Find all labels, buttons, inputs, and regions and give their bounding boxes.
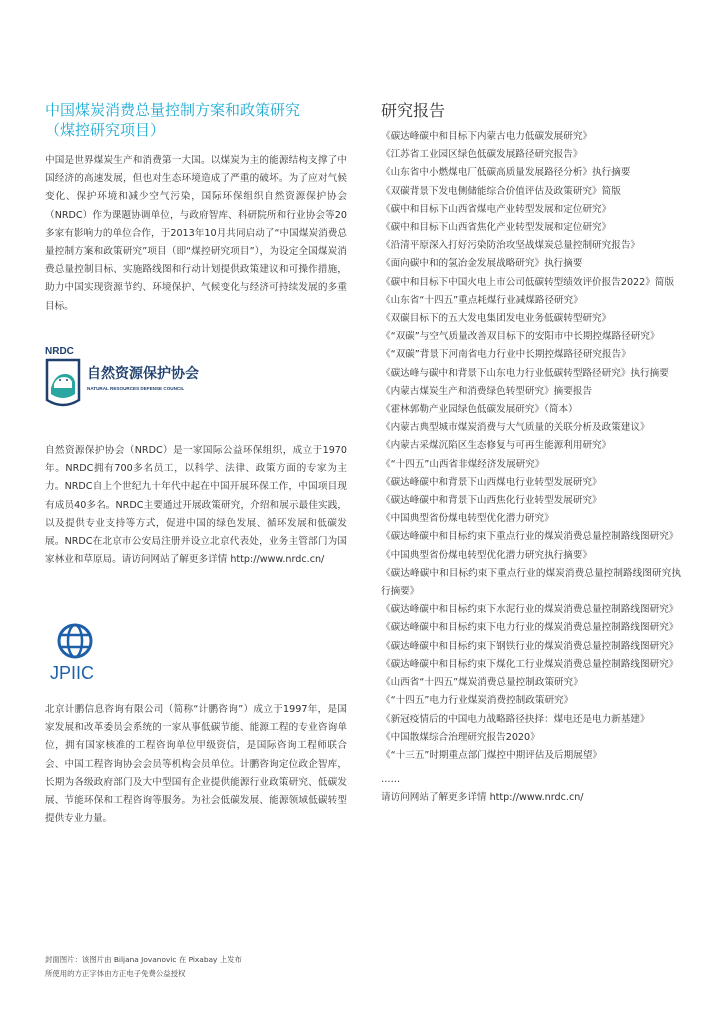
report-item: 《碳达峰碳中和目标约束下钢铁行业的煤炭消费总量控制路线图研究》	[381, 640, 679, 652]
report-item: 《中国散煤综合治理研究报告2020》	[381, 731, 540, 743]
report-item: 《山东省中小燃煤电厂低碳高质量发展路径分析》执行摘要	[381, 167, 631, 179]
report-item: 《面向碳中和的氢冶金发展战略研究》执行摘要	[381, 258, 583, 270]
nrdc-name-en: NATURAL RESOURCES DEFENSE COUNCIL	[87, 386, 185, 391]
more-ellipsis: ……	[381, 774, 401, 786]
report-item: 《霍林郭勒产业园绿色低碳发展研究》（简本）	[381, 404, 578, 416]
project-title	[45, 100, 347, 140]
report-item: 《中国典型省份煤电转型优化潜力研究执行摘要》	[381, 549, 593, 561]
report-item: 《碳达峰碳中和目标约束下煤化工行业煤炭消费总量控制路线图研究》	[381, 658, 679, 670]
report-item: 《碳中和目标下山西省焦化产业转型发展和定位研究》	[381, 222, 612, 234]
report-item: 《“双碳”背景下河南省电力行业中长期控煤路径研究报告》	[381, 349, 631, 361]
report-item: 《内蒙古典型城市煤炭消费与大气质量的关联分析及政策建议》	[381, 422, 650, 434]
report-item: 《碳达峰与碳中和背景下山东电力行业低碳转型路径研究》执行摘要	[381, 367, 669, 379]
nrdc-abbr: NRDC	[45, 346, 74, 357]
report-item: 《江苏省工业园区绿色低碳发展路径研究报告》	[381, 149, 583, 161]
project-title-line2: （煤控研究项目）	[45, 121, 166, 139]
report-item: 《碳中和目标下山西省煤电产业转型发展和定位研究》	[381, 203, 612, 215]
report-item: 《碳达峰碳中和背景下山西煤电行业转型发展研究》	[381, 476, 602, 488]
report-item: 《山西省“十四五”煤炭消费总量控制政策研究》	[381, 677, 583, 689]
globe-icon	[59, 625, 91, 657]
credit-line: 封面图片：该图片由 Biljana Jovanovic 在 Pixabay 上发布	[45, 955, 242, 964]
report-item: 《内蒙古采煤沉陷区生态修复与可再生能源利用研究》	[381, 440, 612, 452]
jpiic-text: JPIIC	[50, 663, 95, 683]
report-item: 《内蒙古煤炭生产和消费绿色转型研究》摘要报告	[381, 385, 593, 397]
jpiic-logo	[45, 623, 135, 687]
report-item: 《碳中和目标下中国火电上市公司低碳转型绩效评价报告2022》简版	[381, 276, 675, 288]
report-item: 《碳达峰碳中和背景下山西焦化行业转型发展研究》	[381, 495, 602, 507]
website-link[interactable]: 请访问网站了解更多详情 http://www.nrdc.cn/	[381, 792, 584, 804]
report-item: 《碳达峰碳中和目标约束下重点行业的煤炭消费总量控制路线图研究执行摘要》	[381, 567, 681, 598]
report-item: 《“十四五”山西省非煤经济发展研究》	[381, 458, 545, 470]
polar-bear-icon	[47, 360, 79, 405]
report-item: 《碳达峰碳中和目标约束下重点行业的煤炭消费总量控制路线图研究》	[381, 531, 679, 543]
report-item: 《山东省“十四五”重点耗煤行业减煤路径研究》	[381, 294, 583, 306]
report-item: 《碳达峰碳中和目标下内蒙古电力低碳发展研究》	[381, 131, 593, 142]
nrdc-logo	[45, 344, 245, 424]
report-item: 《碳达峰碳中和目标约束下电力行业的煤炭消费总量控制路线图研究》	[381, 622, 679, 634]
reports-title: 研究报告	[381, 101, 446, 120]
left-column	[45, 100, 347, 312]
report-item: 《双碳背景下发电侧储能综合价值评估及政策研究》简版	[381, 185, 621, 197]
project-title-line1: 中国煤炭消费总量控制方案和政策研究	[45, 101, 301, 119]
report-item: 《“十三五”时期重点部门煤控中期评估及后期展望》	[381, 749, 603, 761]
report-item: 《双碳目标下的五大发电集团发电业务低碳转型研究》	[381, 313, 612, 325]
report-item: 《“十四五”电力行业煤炭消费控制政策研究》	[381, 695, 574, 707]
report-item: 《中国典型省份煤电转型优化潜力研究》	[381, 513, 554, 525]
right-column	[381, 100, 681, 807]
project-intro: 中国是世界煤炭生产和消费第一大国。以煤炭为主的能源结构支撑了中国经济的高速发展，但也对生态环境造成了严重的破坏。为了应对气候变化、保护环境和减少空气污染，国际环保组织自然资源保护协会（NRDC）作为课题协调单位，与政府智库、科研院所和行业协会等20多家有影响力的单位合作，于2013年10月共同启动了“中国煤炭消费总量控制方案和政策研究”项目（即“煤控研究项目”），为设定全国煤炭消费总量控制目标、实施路线图和行动计划提供政策建议和可操作措施，助力中国实现资源节约、环境保护、气候变化与经济可持续发展的多重目标。	[45, 155, 347, 312]
report-item: 《沿清平原深入打好污染防治攻坚战煤炭总量控制研究报告》	[381, 240, 641, 252]
report-list	[381, 128, 681, 765]
report-item: 《新冠疫情后的中国电力战略路径抉择：煤电还是电力新基建》	[381, 713, 650, 725]
nrdc-description: 自然资源保护协会（NRDC）是一家国际公益环保组织，成立于1970年。NRDC拥有700多名员工，以科学、法律、政策方面的专家为主力。NRDC自上个世纪九十年代中起在中国开展环保工作，中国项目现有成员40多名。NRDC主要通过开展政策研究，介绍和展示最佳实践，以及提供专业支持等方式，促进中国的绿色发展、循环发展和低碳发展。NRDC在北京市公安局注册并设立北京代表处，业务主管部门为国家林业和草原局。请访问网站了解更多详情 http://www.nrdc.cn/	[45, 445, 347, 566]
credit-line: 所使用的方正字体由方正电子免费公益授权	[45, 969, 186, 978]
jpiic-description: 北京计鹏信息咨询有限公司（简称“计鹏咨询”）成立于1997年，是国家发展和改革委员会系统的一家从事低碳节能、能源工程的专业咨询单位，拥有国家核准的工程咨询单位甲级资信，是国际咨询工程师联合会、中国工程咨询协会会员等机构会员单位。计鹏咨询定位政企智库，长期为各级政府部门及大中型国有企业提供能源行业政策研究、低碳发展、节能环保和工程咨询等服务。为社会低碳发展、能源领域低碳转型提供专业力量。	[45, 704, 347, 825]
nrdc-name-cn: 自然资源保护协会	[87, 366, 199, 382]
report-item: 《碳达峰碳中和目标约束下水泥行业的煤炭消费总量控制路线图研究》	[381, 604, 679, 616]
credits	[45, 953, 345, 981]
report-item: 《“双碳”与空气质量改善双目标下的安阳市中长期控煤路径研究》	[381, 331, 660, 343]
